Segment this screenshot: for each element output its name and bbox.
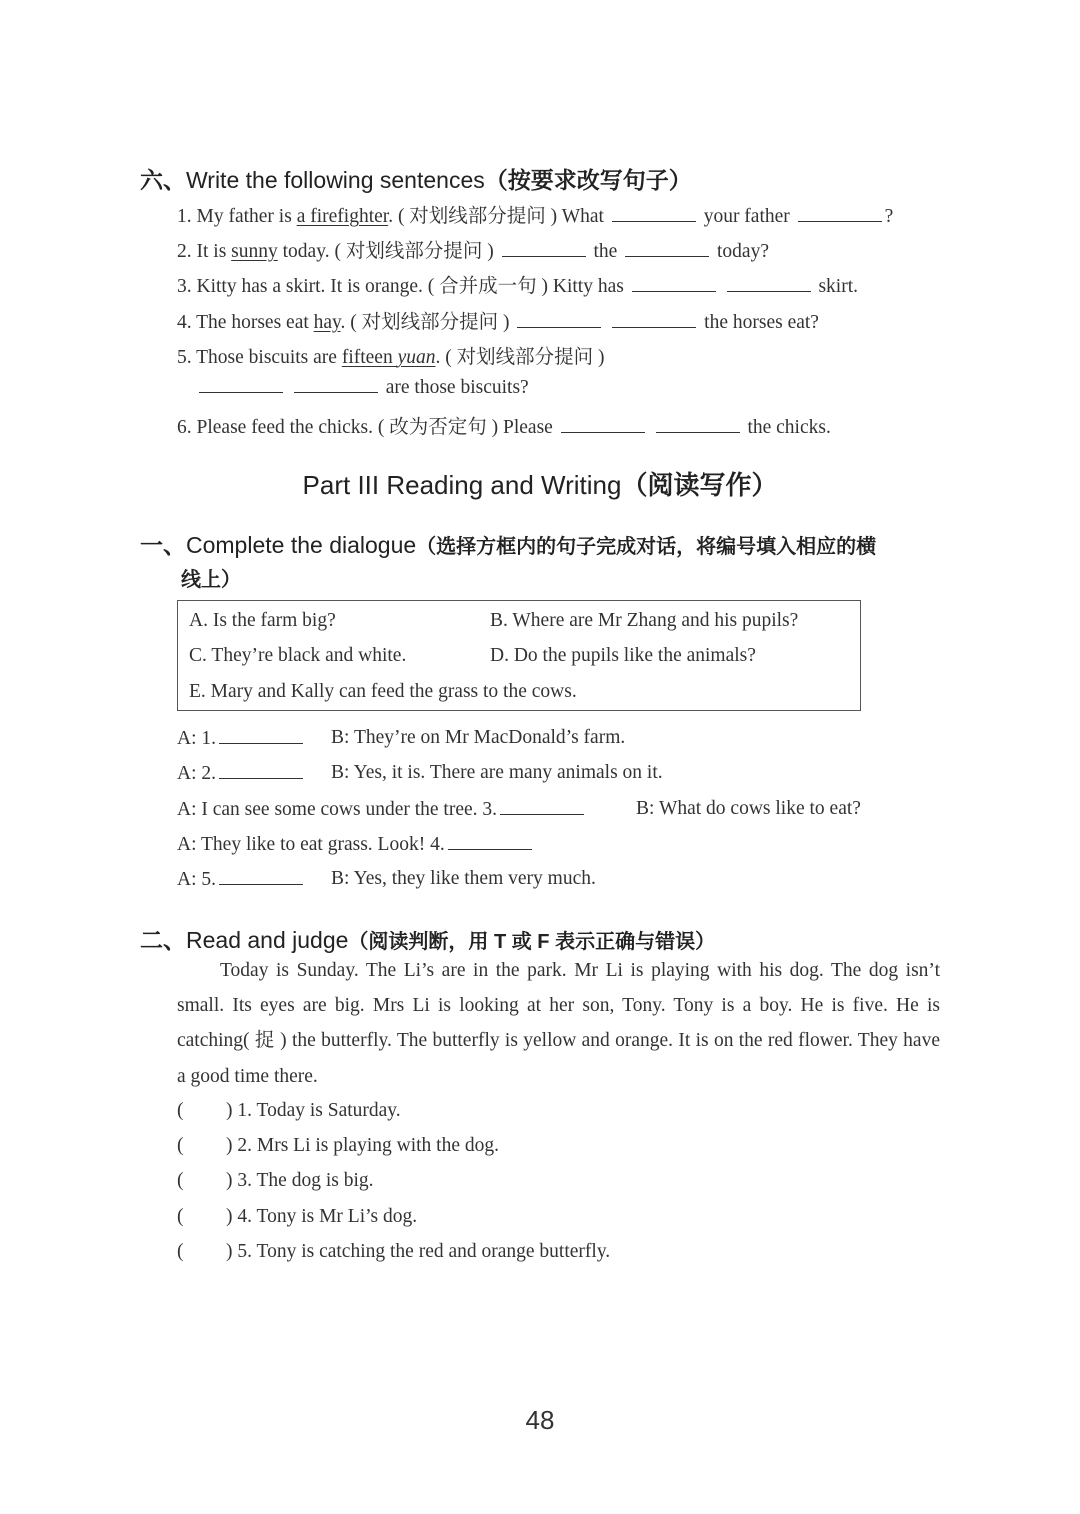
judge-item-5: ) 5. Tony is catching the red and orange butterfly. — [226, 1241, 611, 1262]
answer-blank[interactable] — [798, 205, 882, 222]
question-5: 5. Those biscuits are fifteen yuan. ( 对划线部分提问 ) — [177, 347, 605, 368]
dialogue-line-2: A: 2. — [177, 762, 306, 785]
dialogue-line-1: A: 1. — [177, 727, 306, 750]
dialogue-reply-5: B: Yes, they like them very much. — [331, 868, 596, 889]
answer-blank[interactable] — [219, 868, 303, 885]
judge-item-3: ) 3. The dog is big. — [226, 1170, 374, 1191]
answer-blank[interactable] — [727, 275, 811, 292]
dialogue-reply-3: B: What do cows like to eat? — [636, 798, 861, 819]
answer-blank[interactable] — [612, 311, 696, 328]
answer-blank[interactable] — [294, 376, 378, 393]
option-e: E. Mary and Kally can feed the grass to the cows. — [189, 681, 577, 702]
option-d: D. Do the pupils like the animals? — [490, 645, 756, 666]
answer-blank[interactable] — [500, 798, 584, 815]
section-1-heading: 一、Complete the dialogue（选择方框内的句子完成对话，将编号填入相应的横 — [140, 532, 877, 558]
dialogue-line-5: A: 5. — [177, 868, 306, 891]
dialogue-line-4: A: They like to eat grass. Look! 4. — [177, 833, 535, 856]
answer-blank[interactable] — [517, 311, 601, 328]
section-2-heading: 二、Read and judge（阅读判断，用 T 或 F 表示正确与错误） — [140, 927, 716, 953]
judge-item-4: ) 4. Tony is Mr Li’s dog. — [226, 1206, 418, 1227]
answer-blank[interactable] — [219, 727, 303, 744]
question-5-line-2: are those biscuits? — [196, 376, 529, 399]
reading-passage: Today is Sunday. The Li’s are in the park. Mr Li is playing with his dog. The dog isn’t small. Its eyes are big. Mrs Li is looking at her son, Tony. Tony is a boy. He is five. He is catching( 捉 ) the butterfly. The butterfly is yellow and orange. It is on the red flower. They have a good time there. — [177, 960, 940, 1087]
question-6: 6. Please feed the chicks. ( 改为否定句 ) Please the chicks. — [177, 417, 831, 438]
section-6-heading: 六、Write the following sentences（按要求改写句子） — [140, 167, 692, 193]
answer-blank[interactable] — [219, 762, 303, 779]
judge-bracket: ( — [177, 1206, 184, 1227]
answer-blank[interactable] — [448, 833, 532, 850]
judge-item-1: ) 1. Today is Saturday. — [226, 1100, 401, 1121]
dialogue-line-3: A: I can see some cows under the tree. 3. — [177, 798, 587, 821]
question-2: 2. It is sunny today. ( 对划线部分提问 ) the today? — [177, 241, 769, 262]
judge-bracket: ( — [177, 1135, 184, 1156]
answer-blank[interactable] — [612, 205, 696, 222]
page-number: 48 — [525, 1405, 555, 1435]
dialogue-reply-1: B: They’re on Mr MacDonald’s farm. — [331, 727, 626, 748]
part-title: Part III Reading and Writing（阅读写作） — [302, 470, 778, 500]
answer-blank[interactable] — [502, 240, 586, 257]
judge-bracket: ( — [177, 1241, 184, 1262]
answer-blank[interactable] — [561, 416, 645, 433]
option-b: B. Where are Mr Zhang and his pupils? — [490, 610, 799, 631]
question-3: 3. Kitty has a skirt. It is orange. ( 合并成一句 ) Kitty has skirt. — [177, 276, 858, 297]
section-1-heading-line-2: 线上） — [181, 569, 241, 591]
question-1: 1. My father is a firefighter. ( 对划线部分提问 ) What your father ? — [177, 206, 894, 227]
question-4: 4. The horses eat hay. ( 对划线部分提问 ) the horses eat? — [177, 312, 819, 333]
judge-item-2: ) 2. Mrs Li is playing with the dog. — [226, 1135, 499, 1156]
answer-blank[interactable] — [199, 376, 283, 393]
answer-blank[interactable] — [632, 275, 716, 292]
dialogue-reply-2: B: Yes, it is. There are many animals on it. — [331, 762, 663, 783]
judge-bracket: ( — [177, 1100, 184, 1121]
judge-bracket: ( — [177, 1170, 184, 1191]
option-c: C. They’re black and white. — [189, 645, 407, 666]
answer-blank[interactable] — [625, 240, 709, 257]
answer-blank[interactable] — [656, 416, 740, 433]
option-a: A. Is the farm big? — [189, 610, 336, 631]
